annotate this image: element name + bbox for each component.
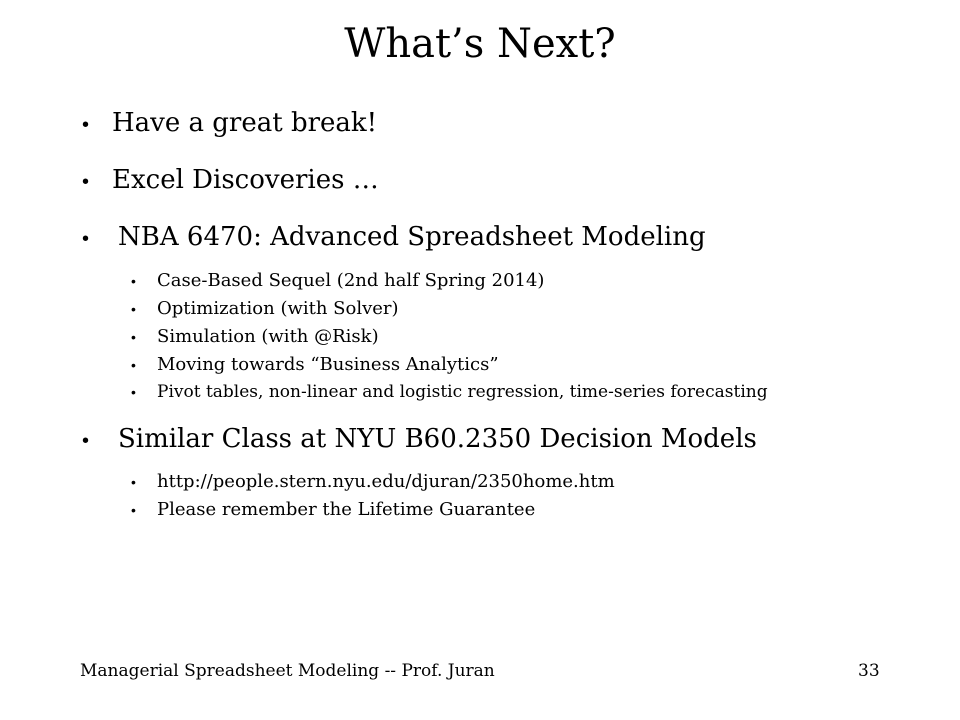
sub-bullet-item: [131, 270, 544, 291]
sub-bullet-text: Please remember the Lifetime Guarantee: [157, 499, 536, 520]
bullet-icon: •: [82, 171, 90, 193]
bullet-text: Excel Discoveries …: [112, 165, 379, 195]
bullet-icon: •: [82, 114, 90, 136]
bullet-text: Similar Class at NYU B60.2350 Decision Models: [118, 424, 757, 454]
bullet-icon: •: [131, 301, 136, 317]
sub-bullet-text: Case-Based Sequel (2nd half Spring 2014): [157, 270, 545, 291]
sub-bullet-text: Moving towards “Business Analytics”: [157, 354, 499, 375]
bullet-icon: •: [131, 474, 136, 490]
footer-course-label: Managerial Spreadsheet Modeling -- Prof. Juran: [80, 661, 495, 681]
slide-title: What’s Next?: [344, 21, 616, 67]
sub-bullet-item: [131, 382, 768, 402]
bullet-item: [82, 222, 706, 252]
bullet-item: [82, 165, 379, 195]
bullet-icon: •: [82, 430, 90, 452]
bullet-icon: •: [131, 384, 136, 400]
bullet-text: Have a great break!: [112, 108, 378, 138]
bullet-icon: •: [131, 329, 136, 345]
slide-page-number: 33: [858, 661, 880, 681]
bullet-item: [82, 108, 377, 138]
sub-bullet-item: [131, 298, 399, 319]
bullet-icon: •: [131, 357, 136, 373]
course-link[interactable]: http://people.stern.nyu.edu/djuran/2350home.htm: [157, 471, 615, 492]
bullet-icon: •: [82, 228, 90, 250]
bullet-item: [82, 424, 757, 454]
bullet-text: NBA 6470: Advanced Spreadsheet Modeling: [118, 222, 706, 252]
sub-bullet-item: [131, 354, 499, 375]
sub-bullet-item: [131, 471, 615, 492]
sub-bullet-item: [131, 499, 535, 520]
sub-bullet-text: Optimization (with Solver): [157, 298, 399, 319]
bullet-icon: •: [131, 502, 136, 518]
bullet-icon: •: [131, 273, 136, 289]
sub-bullet-text: Simulation (with @Risk): [157, 326, 379, 347]
sub-bullet-item: [131, 326, 379, 347]
sub-bullet-text: Pivot tables, non-linear and logistic regression, time-series forecasting: [157, 382, 768, 402]
